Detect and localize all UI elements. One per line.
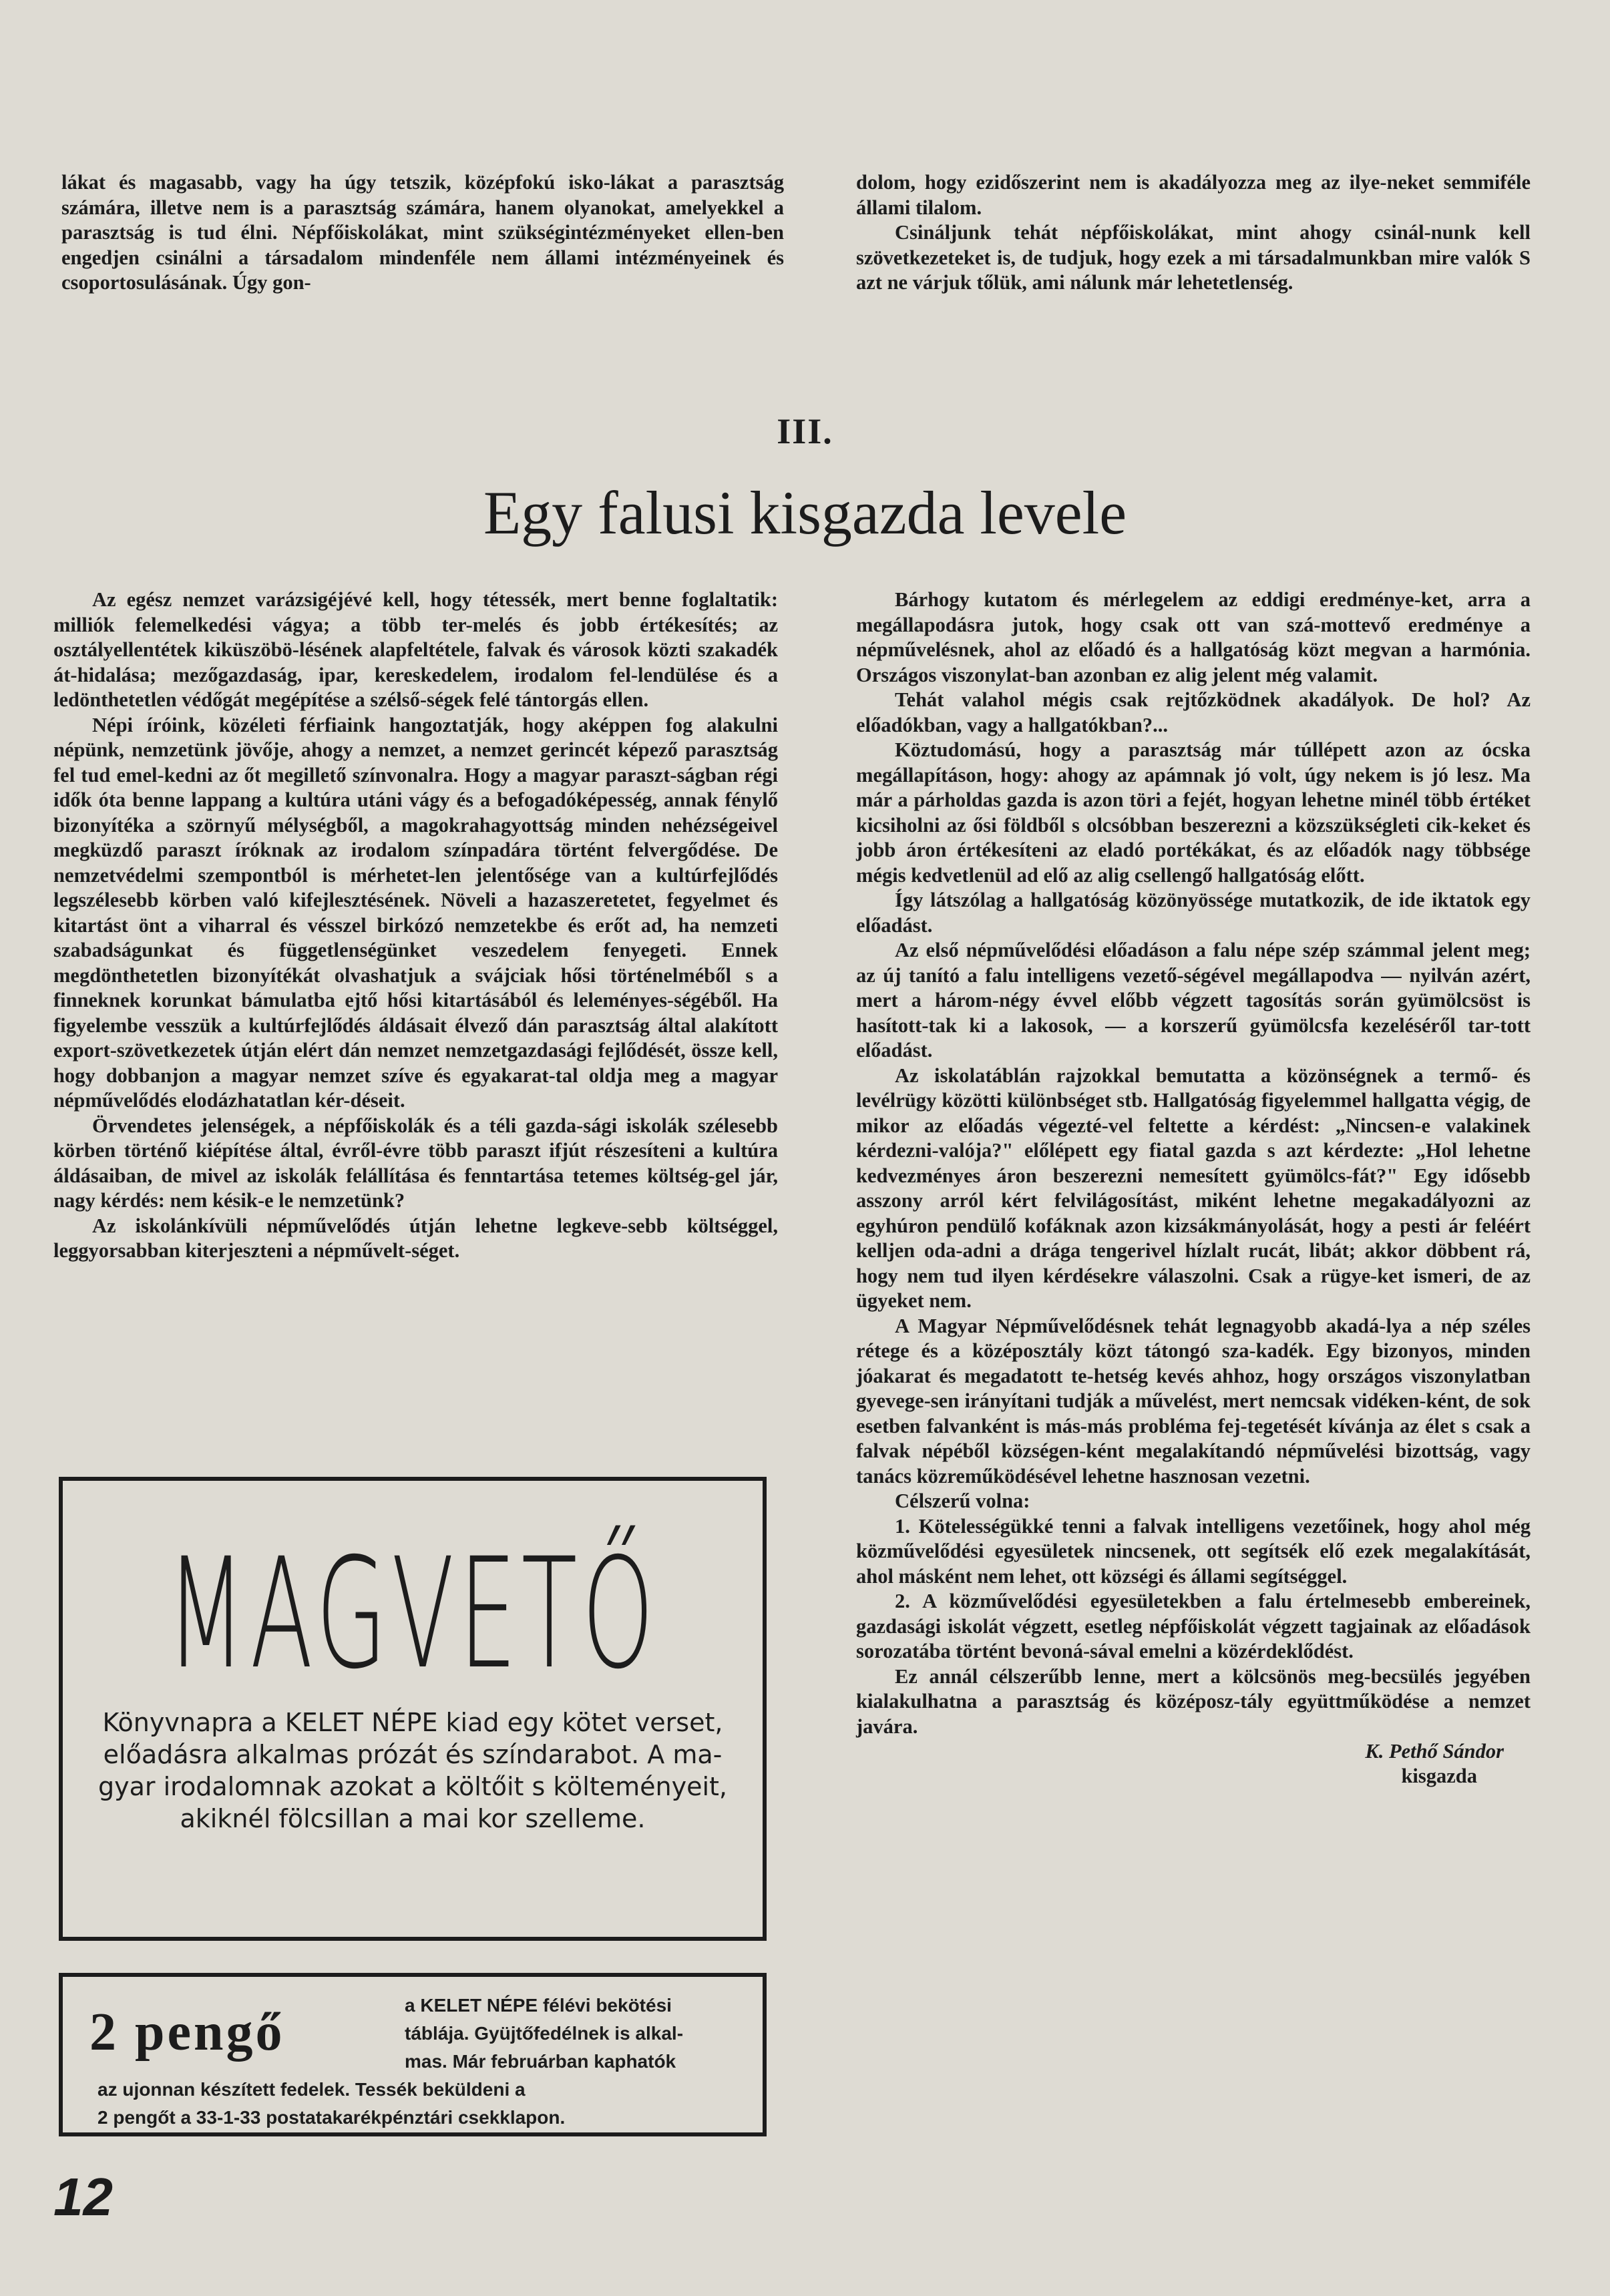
author-signature: K. Pethő Sándor xyxy=(1365,1740,1504,1763)
top-left-column xyxy=(61,170,784,296)
paragraph: Az iskolatáblán rajzokkal bemutatta a közönségnek a termő- és levélrügy közötti különbséget stb. Hallgatóság figyelemmel hallgatta végig, de mikor az előadás végezté-vel feltette a kérdést: „Nincsen-e valakinek kérdezni-valója?" előlépett egy fiatal gazda s azt kérdezte: „Hol lehetne kedvezményes áron beszerezni nemesített gyümölcs-fát?" Egy idősebb asszony arról kért felvilágosítást, miként lehetne megakadályozni az egyhúron pendülő kofáknak azon kizsákmányolását, hogy a pesti ár feléért kelljen oda-adni a drága tengerivel hízlalt rucát, libát; akkor döbbent rá, hogy nem tud ilyen kérdésekre válaszolni. Csak a rügye-ket ismeri, de az ügyeket nem. xyxy=(856,1064,1531,1312)
ad-line: az ujonnan készített fedelek. Tessék beküldeni a xyxy=(97,2079,526,2100)
binding-ad-text xyxy=(97,1992,739,2132)
binding-advertisement xyxy=(59,1973,767,2136)
paragraph: Az egész nemzet varázsigéjévé kell, hogy tétessék, mert benne foglaltatik: milliók felemelkedési vágya; a több ter-melés és jobb értékesítés; az osztályellentétek kiküszöbö-lésének alapfeltétele, falvak és városok közti szakadék át-hidalása; mezőgazdaság, ipar, kereskedelem, irodalom fel-lendülése és a ledönthetetlen védőgát megépítése a szélső-ségek felé tántorgás ellen. xyxy=(53,588,778,711)
article-right-column xyxy=(856,588,1531,1789)
paragraph: Bárhogy kutatom és mérlegelem az eddigi eredménye-ket, arra a megállapodásra jutok, hogy csak ott van szá-mottevő eredménye a népművelésnek, ahol az előadó és a hallgatóság közt megvan a harmónia. Országos viszonylat-ban azonban ez alig jelent még valamit. xyxy=(856,588,1531,686)
magveto-ad-text: Könyvnapra a KELET NÉPE kiad egy kötet verset, előadásra alkalmas prózát és színdarabot. A ma-gyar irodalomnak azokat a költőit s költeményeit, akiknél fölcsillan a mai kor szelleme. xyxy=(98,1708,727,1833)
paragraph: Csináljunk tehát népfőiskolákat, mint ahogy csinál-nunk kell szövetkezeteket is, de tudjuk, hogy ezek a mi társadalmunkban mire valók S azt ne várjuk tőlük, ami nálunk már lehetetlenség. xyxy=(856,221,1531,294)
article-title: Egy falusi kisgazda levele xyxy=(483,479,1127,547)
ad-line: 2 pengőt a 33-1-33 postatakarékpénztári csekklapon. xyxy=(97,2107,566,2128)
price-label: 2 pengő xyxy=(89,2003,285,2062)
paragraph: dolom, hogy ezidőszerint nem is akadályozza meg az ilye-neket semmiféle állami tilalom. xyxy=(856,171,1531,219)
author-role: kisgazda xyxy=(1401,1765,1477,1787)
ad-line: a KELET NÉPE félévi bekötési xyxy=(405,1995,672,2016)
paragraph: Népi íróink, közéleti férfiaink hangoztatják, hogy aképpen fog alakulni népünk, nemzetünk jövője, ahogy a nemzet, a nemzet gerincét képező parasztság fel tud emel-kedni az őt megillető színvonalra. Hogy a magyar paraszt-ságban régi idők óta benne lappang a kultúra utáni vágy és a befogadóképesség, annak fénylő bizonyítéka a szörnyű mélységből, a magokrahagyottság minden nehézségeivel megküzdő paraszt íróknak az irodalom színpadára történt felvergődése. De nemzetvédelmi szempontból is mérhetet-len jelentősége van a kultúrfejlődés legszélesebb körben való kifejlesztésének. Növeli a hazaszeretetet, fegyelmet és kitartást önt a viharral és vésszel birkózó nemzetekbe és erőt ad, ha nemzeti szabadságunkat és függetlenségünket veszedelem fenyegeti. Ennek megdönthetetlen bizonyítékát olvashatjuk a svájciak hősi történelméből s a finneknek korunkat bámulatba ejtő hősi kitartásából és leleményes-ségéből. Ha figyelembe vesszük a kultúrfejlődés áldásait élvező dán parasztság által alakított export-szövetkezetek útján elért dán nemzet nemzetgazdasági fejlődését, össze kell, hogy dobbanjon a magyar nemzet szíve és egyakarat-tal oldja meg a magyar népművelődés elodázhatatlan kér-déseit. xyxy=(53,713,778,1112)
paragraph: A Magyar Népművelődésnek tehát legnagyobb akadá-lya a nép széles rétege és a középosztály közt tátongó sza-kadék. Egy bizonyos, minden jóakarat és megadatott te-hetség kevés ahhoz, hogy országos viszonylatban gyevege-sen irányítani tudják a művelést, mert nemcsak vidéken-ként, de sok esetben falvanként is más-más probléma fej-tegetését kívánja az élet s csak a falvak népéből községen-ként megalakítandó népművelési bizottság, vagy tanács közreműködésével lehetne hasznosan vezetni. xyxy=(856,1314,1531,1487)
top-right-column xyxy=(856,170,1531,296)
magveto-logo: MAGVETŐ xyxy=(166,1525,659,1702)
magveto-advertisement xyxy=(59,1477,767,1941)
paragraph: Az iskolánkívüli népművelődés útján lehetne legkeve-sebb költséggel, leggyorsabban kiterjeszteni a népművelt-séget. xyxy=(53,1214,778,1262)
paragraph: 1. Kötelességükké tenni a falvak intelligens vezetőinek, hogy ahol még közművelődési egyesületek nincsenek, ott segítsék elő ezek megalakítását, ahol másként nem lehet, ott községi és állami segítséggel. xyxy=(856,1514,1531,1588)
paragraph: Ez annál célszerűbb lenne, mert a kölcsönös meg-becsülés jegyében kialakulhatna a parasztság és középosz-tály együttműködése a nemzet javára. xyxy=(856,1664,1531,1738)
ad-line: mas. Már februárban kaphatók xyxy=(405,2051,676,2072)
paragraph: lákat és magasabb, vagy ha úgy tetszik, középfokú isko-lákat a parasztság számára, illetve nem is a parasztság számára, hanem olyanokat, amelyekkel a parasztság is tud élni. Népfőiskolákat, mint szükségintézményeket ellen-ben engedjen csinálni a társadalom mindenféle nem állami intézményeinek és csoportosulásának. Úgy gon- xyxy=(61,171,784,294)
paragraph: Az első népművelődési előadáson a falu népe szép számmal jelent meg; az új tanító a falu intelligens vezető-ségével megállapodva — nyilván azért, mert a három-négy évvel előbb végzett tagosítás során gyümölcsöst is hasított-tak ki a lakosok, — a korszerű gyümölcsfa kezeléséről tar-tott előadást. xyxy=(856,939,1531,1062)
page-number: 12 xyxy=(53,2167,113,2227)
ad-line: táblája. Gyüjtőfedélnek is alkal- xyxy=(405,2023,684,2044)
paragraph: 2. A közművelődési egyesületekben a falu értelmesebb embereinek, gazdasági iskolát végzett, esetleg népfőiskolát végzett tagjainak az előadások sorozatába történt bevoná-sával emelni a közérdeklődést. xyxy=(856,1590,1531,1662)
paragraph: Köztudomású, hogy a parasztság már túllépett azon az ócska megállapításon, hogy: ahogy az apámnak jó volt, úgy nekem is jó lesz. Ma már a párholdas gazda is azon töri a fejét, hogyan lehetne minél több értéket kicsiholni az ősi földből s olcsóbban beszerezni a közszükségleti cik-keket és jobb áron értékesíteni az eladó portékákat, és az előadók nagy többsége mégis kedvetlenül ad elő az alig csellengő hallgatóság előtt. xyxy=(856,738,1531,887)
paragraph: Örvendetes jelenségek, a népfőiskolák és a téli gazda-sági iskolák szélesebb körben történő kiépítése által, évről-évre több paraszt ifjút részesíteni a kultúra áldásaiban, de mivel az iskolák felállítása és fenntartása tetemes költség-gel jár, nagy kérdés: nem késik-e le nemzetünk? xyxy=(53,1114,778,1212)
article-left-column xyxy=(53,588,778,1264)
paragraph: Tehát valahol mégis csak rejtőzködnek akadályok. De hol? Az előadókban, vagy a hallgatókban?... xyxy=(856,688,1531,736)
section-number: III. xyxy=(777,411,833,451)
paragraph: Így látszólag a hallgatóság közönyössége mutatkozik, de ide iktatok egy előadást. xyxy=(856,889,1531,937)
paragraph: Célszerű volna: xyxy=(895,1489,1030,1512)
